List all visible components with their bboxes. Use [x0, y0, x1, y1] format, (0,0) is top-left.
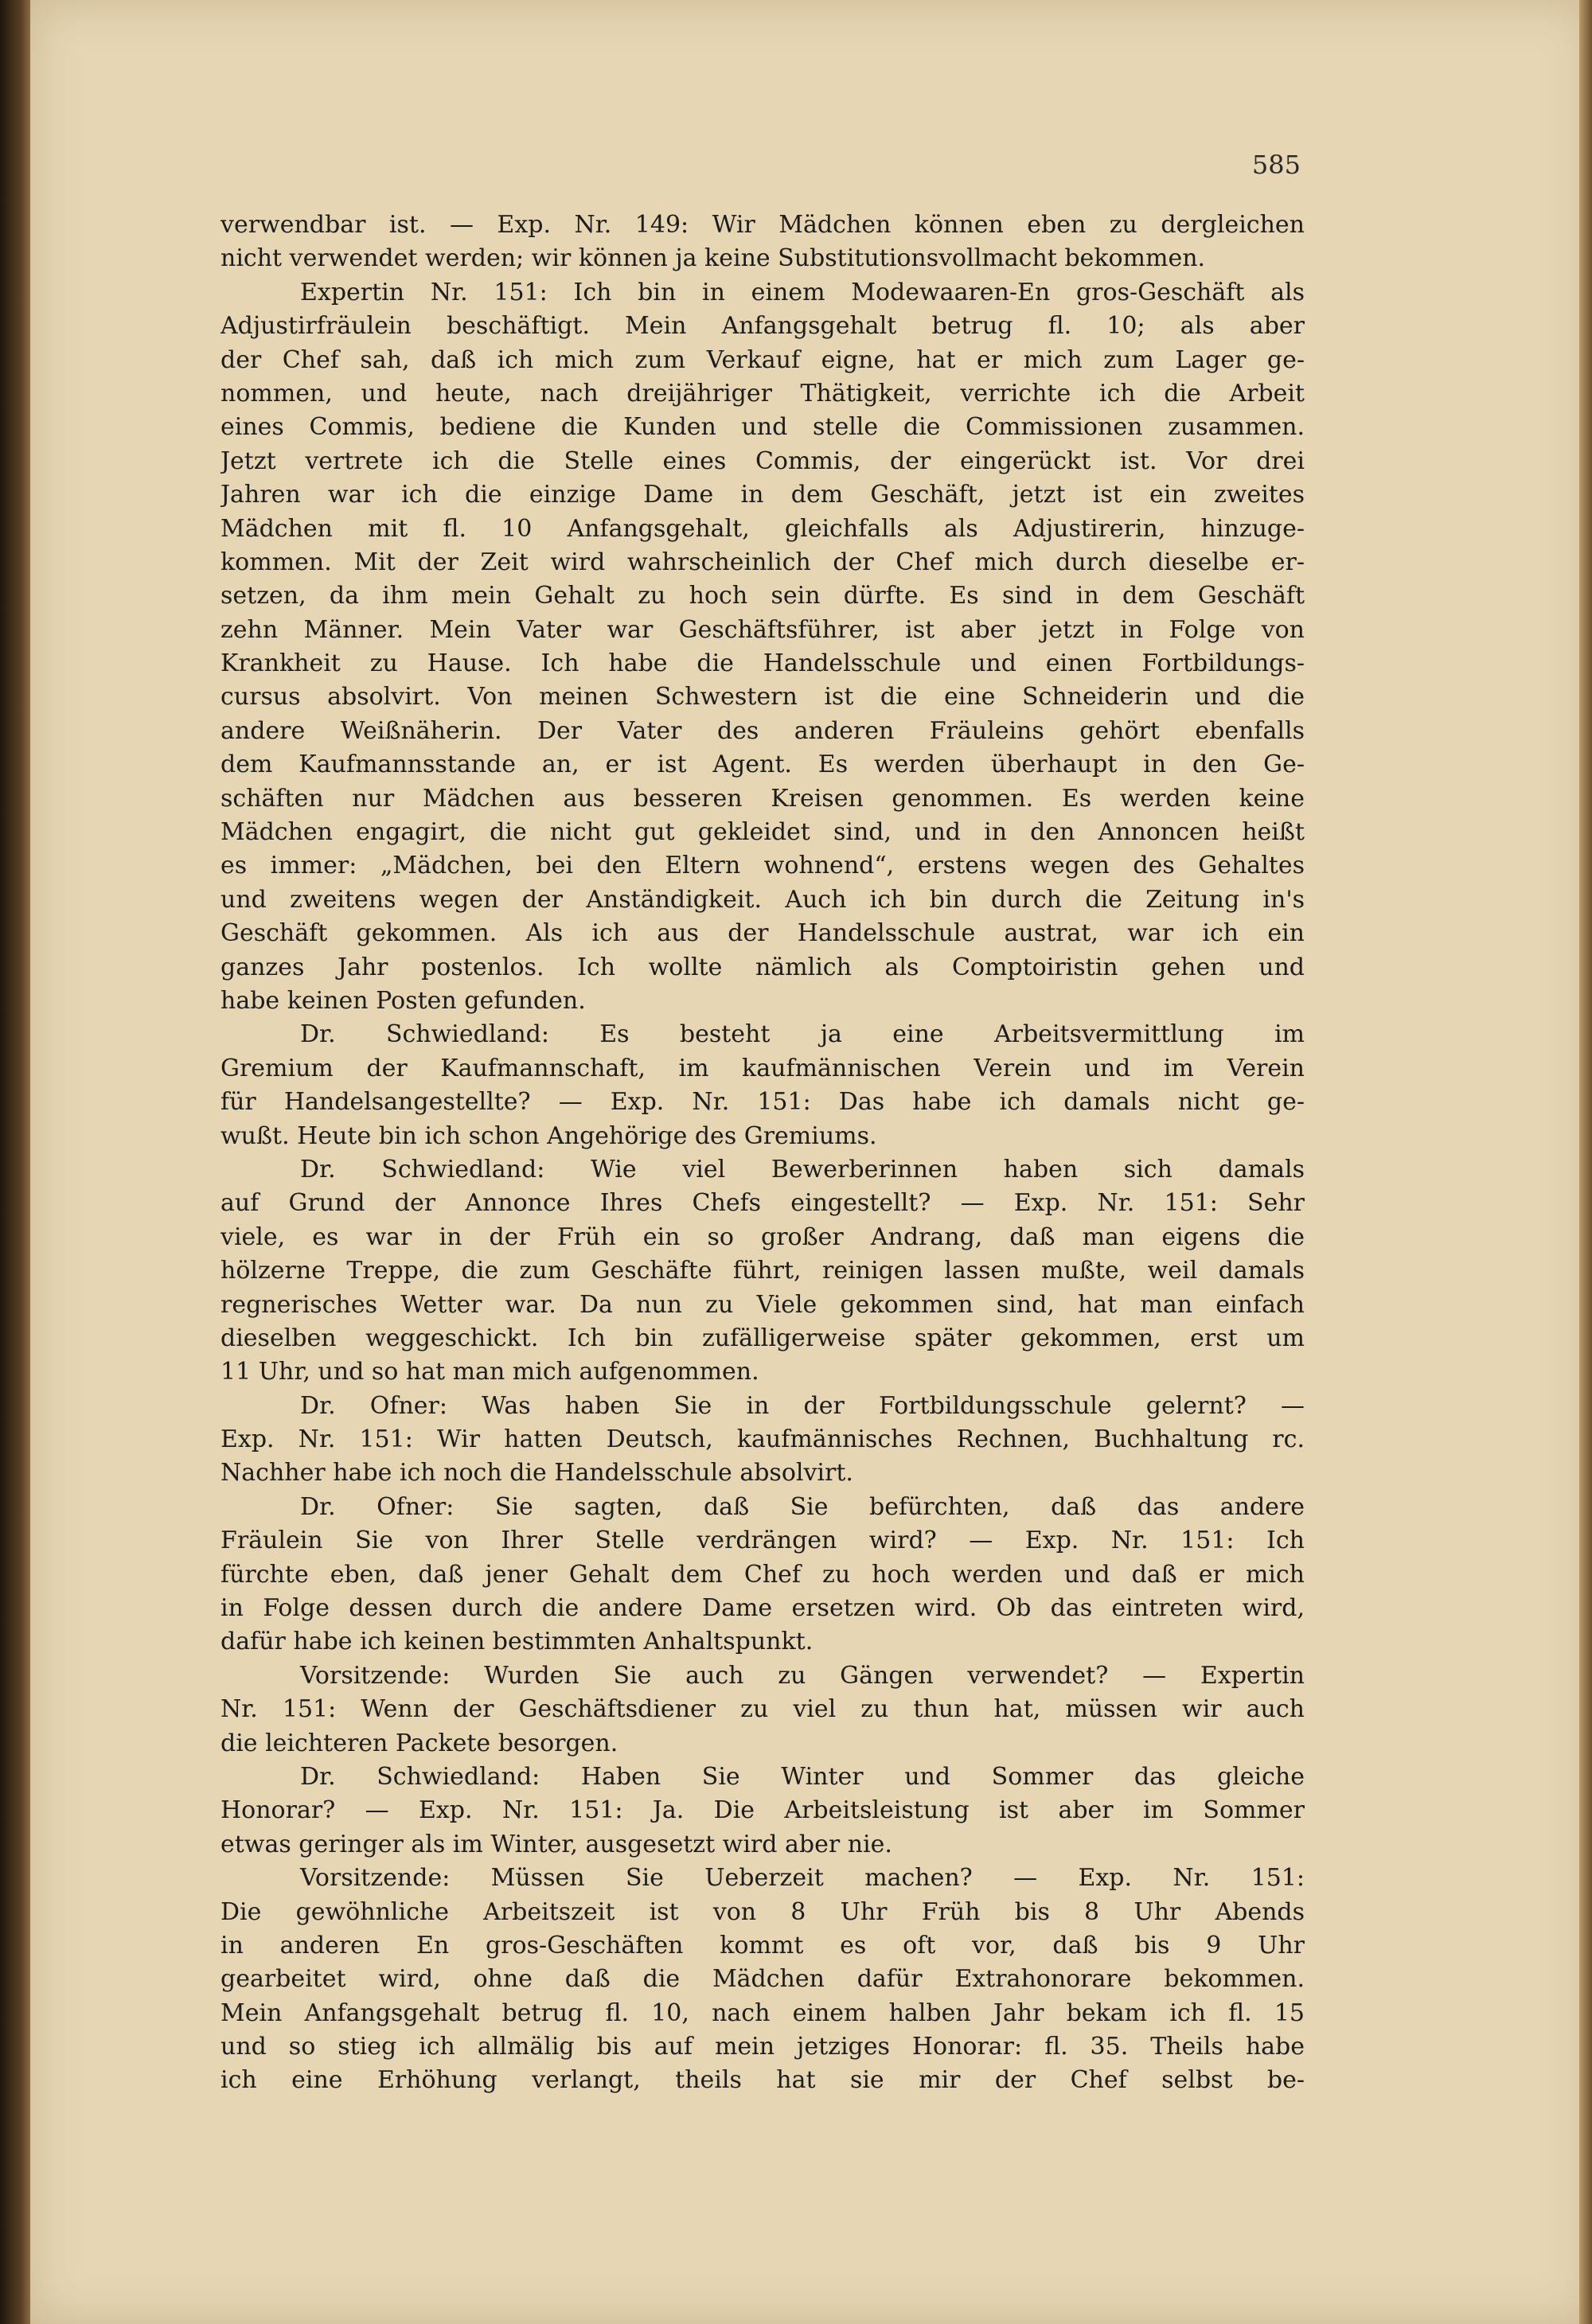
- page-number: 585: [1251, 150, 1301, 180]
- text-line: schäften nur Mädchen aus besseren Kreisen genommen. Es werden keine: [220, 784, 1305, 813]
- text-line: nicht verwendet werden; wir können ja keine Substitutionsvollmacht bekommen.: [220, 244, 1206, 273]
- text-line: gearbeitet wird, ohne daß die Mädchen dafür Extrahonorare bekommen.: [220, 1965, 1305, 1994]
- text-line: auf Grund der Annonce Ihres Chefs eingestellt? — Exp. Nr. 151: Sehr: [220, 1189, 1305, 1218]
- text-line: zehn Männer. Mein Vater war Geschäftsführer, ist aber jetzt in Folge von: [220, 615, 1305, 644]
- text-line: fürchte eben, daß jener Gehalt dem Chef zu hoch werden und daß er mich: [220, 1560, 1305, 1589]
- text-line: für Handelsangestellte? — Exp. Nr. 151: Das habe ich damals nicht ge-: [220, 1088, 1305, 1117]
- text-line: regnerisches Wetter war. Da nun zu Viele gekommen sind, hat man einfach: [220, 1290, 1305, 1319]
- text-line: Vorsitzende: Wurden Sie auch zu Gängen verwendet? — Expertin: [300, 1661, 1305, 1690]
- text-line: Vorsitzende: Müssen Sie Ueberzeit machen? — Exp. Nr. 151:: [300, 1864, 1305, 1893]
- text-line: Dr. Schwiedland: Haben Sie Winter und Sommer das gleiche: [300, 1762, 1305, 1791]
- text-line: Jahren war ich die einzige Dame in dem Geschäft, jetzt ist ein zweites: [220, 481, 1305, 509]
- text-line: wußt. Heute bin ich schon Angehörige des Gremiums.: [220, 1121, 877, 1150]
- text-line: Geschäft gekommen. Als ich aus der Handelsschule austrat, war ich ein: [220, 919, 1305, 948]
- page-edge-right: [1579, 0, 1592, 2324]
- text-line: andere Weißnäherin. Der Vater des anderen Fräuleins gehört ebenfalls: [220, 716, 1305, 745]
- text-line: Dr. Ofner: Was haben Sie in der Fortbildungsschule gelernt? —: [300, 1391, 1305, 1420]
- text-line: Expertin Nr. 151: Ich bin in einem Modewaaren-En gros-Geschäft als: [300, 278, 1305, 306]
- text-line: 11 Uhr, und so hat man mich aufgenommen.: [220, 1358, 759, 1386]
- text-line: und so stieg ich allmälig bis auf mein jetziges Honorar: fl. 35. Theils habe: [220, 2033, 1305, 2061]
- text-line: Nachher habe ich noch die Handelsschule absolvirt.: [220, 1459, 853, 1488]
- text-line: habe keinen Posten gefunden.: [220, 986, 586, 1015]
- text-line: und zweitens wegen der Anständigkeit. Auch ich bin durch die Zeitung in's: [220, 885, 1305, 914]
- text-line: Fräulein Sie von Ihrer Stelle verdrängen wird? — Exp. Nr. 151: Ich: [220, 1527, 1305, 1555]
- text-line: dieselben weggeschickt. Ich bin zufälligerweise später gekommen, erst um: [220, 1324, 1305, 1352]
- text-line: in Folge dessen durch die andere Dame ersetzen wird. Ob das eintreten wird,: [220, 1594, 1305, 1623]
- text-line: kommen. Mit der Zeit wird wahrscheinlich der Chef mich durch dieselbe er-: [220, 548, 1305, 576]
- text-line: setzen, da ihm mein Gehalt zu hoch sein dürfte. Es sind in dem Geschäft: [220, 582, 1305, 610]
- body-text: [220, 209, 1305, 2098]
- text-line: Exp. Nr. 151: Wir hatten Deutsch, kaufmännisches Rechnen, Buchhaltung rc.: [220, 1425, 1305, 1454]
- text-line: Dr. Schwiedland: Wie viel Bewerberinnen haben sich damals: [300, 1155, 1305, 1183]
- text-line: es immer: „Mädchen, bei den Eltern wohnend“, erstens wegen des Gehaltes: [220, 852, 1305, 880]
- text-line: Dr. Schwiedland: Es besteht ja eine Arbeitsvermittlung im: [300, 1020, 1305, 1049]
- text-line: Dr. Ofner: Sie sagten, daß Sie befürchten, daß das andere: [300, 1492, 1305, 1521]
- text-line: viele, es war in der Früh ein so großer Andrang, daß man eigens die: [220, 1222, 1305, 1251]
- text-line: Mein Anfangsgehalt betrug fl. 10, nach einem halben Jahr bekam ich fl. 15: [220, 1998, 1305, 2027]
- text-line: cursus absolvirt. Von meinen Schwestern ist die eine Schneiderin und die: [220, 683, 1305, 712]
- text-line: Krankheit zu Hause. Ich habe die Handelsschule und einen Fortbildungs-: [220, 649, 1305, 678]
- text-line: ich eine Erhöhung verlangt, theils hat sie mir der Chef selbst be-: [220, 2066, 1305, 2095]
- book-binding-left: [0, 0, 30, 2324]
- text-line: nommen, und heute, nach dreijähriger Thätigkeit, verrichte ich die Arbeit: [220, 379, 1305, 407]
- text-line: etwas geringer als im Winter, ausgesetzt wird aber nie.: [220, 1830, 892, 1858]
- text-line: verwendbar ist. — Exp. Nr. 149: Wir Mädchen können eben zu dergleichen: [220, 211, 1305, 239]
- text-line: Gremium der Kaufmannschaft, im kaufmännischen Verein und im Verein: [220, 1054, 1305, 1082]
- text-line: Jetzt vertrete ich die Stelle eines Commis, der eingerückt ist. Vor drei: [220, 446, 1305, 475]
- text-line: Adjustirfräulein beschäftigt. Mein Anfangsgehalt betrug fl. 10; als aber: [220, 312, 1305, 341]
- text-line: Mädchen mit fl. 10 Anfangsgehalt, gleichfalls als Adjustirerin, hinzuge-: [220, 514, 1305, 543]
- text-line: dem Kaufmannsstande an, er ist Agent. Es werden überhaupt in den Ge-: [220, 751, 1305, 779]
- text-line: Mädchen engagirt, die nicht gut gekleidet sind, und in den Annoncen heißt: [220, 818, 1305, 847]
- text-line: ganzes Jahr postenlos. Ich wollte nämlich als Comptoiristin gehen und: [220, 953, 1305, 981]
- text-line: Nr. 151: Wenn der Geschäftsdiener zu viel zu thun hat, müssen wir auch: [220, 1695, 1305, 1724]
- text-line: in anderen En gros-Geschäften kommt es oft vor, daß bis 9 Uhr: [220, 1931, 1305, 1959]
- text-line: hölzerne Treppe, die zum Geschäfte führt, reinigen lassen mußte, weil damals: [220, 1257, 1305, 1285]
- text-line: dafür habe ich keinen bestimmten Anhaltspunkt.: [220, 1628, 814, 1656]
- text-line: Honorar? — Exp. Nr. 151: Ja. Die Arbeitsleistung ist aber im Sommer: [220, 1796, 1305, 1825]
- text-line: eines Commis, bediene die Kunden und stelle die Commissionen zusammen.: [220, 413, 1305, 442]
- text-line: Die gewöhnliche Arbeitszeit ist von 8 Uhr Früh bis 8 Uhr Abends: [220, 1897, 1305, 1926]
- text-line: der Chef sah, daß ich mich zum Verkauf eigne, hat er mich zum Lager ge-: [220, 345, 1305, 374]
- text-line: die leichteren Packete besorgen.: [220, 1729, 618, 1757]
